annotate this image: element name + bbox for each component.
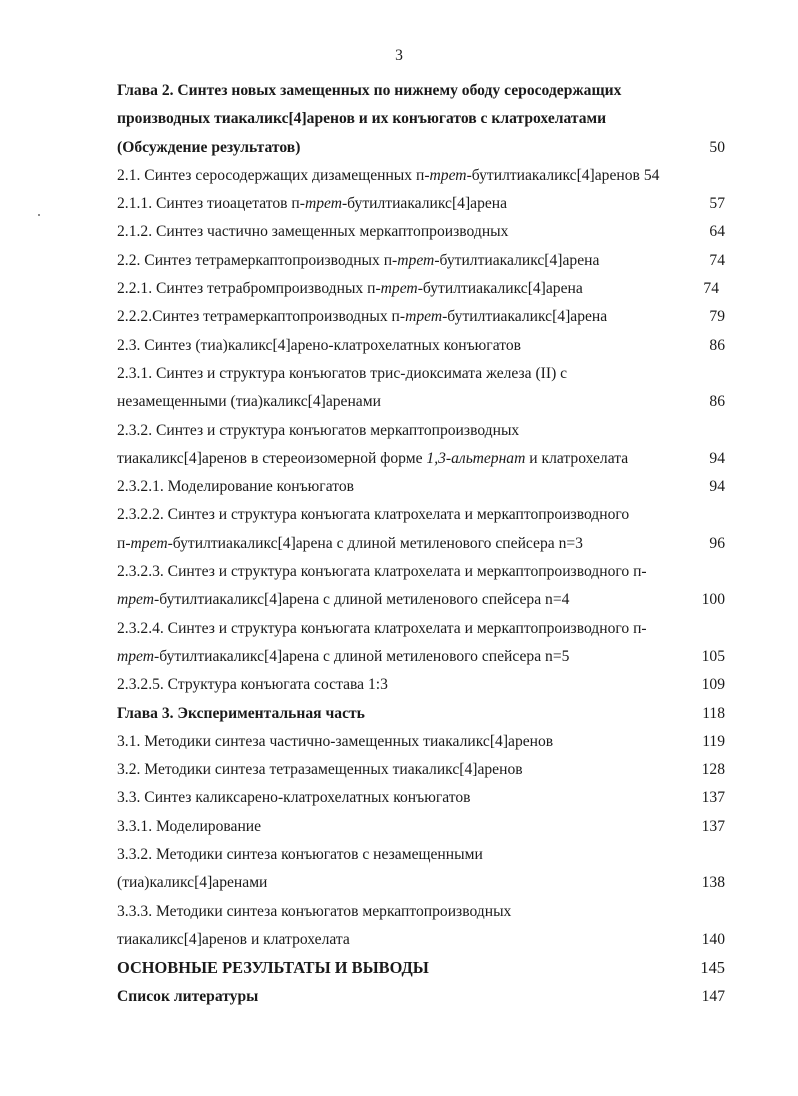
toc-chapter-2-line-2: производных тиакаликс[4]аренов и их конъюгатов с клатрохелатами	[117, 110, 607, 128]
toc-page-number: 86	[709, 393, 725, 411]
toc-entry-2-2-1: 2.2.1. Синтез тетрабромпроизводных п-трет-бутилтиакаликс[4]арена 74	[117, 275, 727, 303]
toc-entry-3-3-3-line-1: 3.3.3. Методики синтеза конъюгатов меркаптопроизводных	[117, 902, 512, 920]
toc-page-number: 137	[701, 817, 725, 835]
toc-entry-3-3-1: 3.3.1. Моделирование 137	[117, 813, 727, 841]
toc-entry-3-2: 3.2. Методики синтеза тетразамещенных тиакаликс[4]аренов 128	[117, 756, 727, 784]
toc-entry-2-3-2-2-line-1: 2.3.2.2. Синтез и структура конъюгата клатрохелата и меркаптопроизводного	[117, 506, 630, 524]
toc-entry-2-3-2-4-line-1: 2.3.2.4. Синтез и структура конъюгата клатрохелата и меркаптопроизводного п-	[117, 619, 647, 637]
page-number: 3	[395, 47, 403, 64]
toc-page-number: 118	[702, 704, 725, 722]
toc-page-number: 57	[709, 195, 725, 213]
toc-page-number: 137	[701, 789, 725, 807]
toc-page-number: 74	[703, 280, 719, 298]
toc-entry-2-3-2-5: 2.3.2.5. Структура конъюгата состава 1:3 109	[117, 671, 727, 699]
table-of-contents	[117, 77, 727, 1011]
toc-page-number: 96	[709, 534, 725, 552]
toc-page-number: 54	[643, 166, 660, 184]
toc-page-number: 128	[701, 761, 725, 779]
toc-entry-2-2: 2.2. Синтез тетрамеркаптопроизводных п-трет-бутилтиакаликс[4]арена 74	[117, 247, 727, 275]
toc-page-number: 64	[709, 223, 725, 241]
toc-page-number: 147	[701, 987, 725, 1005]
toc-page-number: 119	[702, 732, 725, 750]
toc-chapter-2-line-1: Глава 2. Синтез новых замещенных по нижнему ободу серосодержащих	[117, 82, 622, 99]
toc-entry-2-1-1: 2.1.1. Синтез тиоацетатов п-трет-бутилтиакаликс[4]арена 57	[117, 190, 727, 218]
toc-entry-3-3-3-line-2: тиакаликс[4]аренов и клатрохелата 140	[117, 926, 727, 954]
scan-speck	[38, 214, 40, 216]
toc-entry-2-3-1-line-1: 2.3.1. Синтез и структура конъюгатов трис-диоксимата железа (II) с	[117, 364, 568, 382]
toc-entry-3-3: 3.3. Синтез каликсарено-клатрохелатных конъюгатов 137	[117, 784, 727, 812]
toc-entry-2-2-2: 2.2.2.Синтез тетрамеркаптопроизводных п-трет-бутилтиакаликс[4]арена 79	[117, 303, 727, 331]
toc-entry-2-1-2: 2.1.2. Синтез частично замещенных меркаптопроизводных 64	[117, 218, 727, 246]
toc-page-number: 86	[709, 336, 725, 354]
toc-entry-3-1: 3.1. Методики синтеза частично-замещенных тиакаликс[4]аренов 119	[117, 728, 727, 756]
toc-entry-2-3-2-line-1: 2.3.2. Синтез и структура конъюгатов меркаптопроизводных	[117, 421, 520, 439]
toc-page-number: 100	[701, 591, 725, 609]
toc-page-number: 145	[700, 958, 725, 978]
toc-entry-3-3-2-line-1: 3.3.2. Методики синтеза конъюгатов с незамещенными	[117, 846, 483, 864]
toc-entry-3-3-2-line-2: (тиа)каликс[4]аренами 138	[117, 869, 727, 897]
toc-entry-2-3-2-line-2: тиакаликс[4]аренов в стереоизомерной форме 1,3-альтернат и клатрохелата 94	[117, 445, 727, 473]
toc-page-number: 79	[709, 308, 725, 326]
toc-page-number: 50	[709, 138, 725, 156]
toc-entry-2-3-2-4-line-2: трет-бутилтиакаликс[4]арена с длиной метиленового спейсера n=5 105	[117, 643, 727, 671]
toc-page-number: 74	[709, 251, 725, 269]
toc-chapter-3: Глава 3. Экспериментальная часть 118	[117, 700, 727, 728]
toc-entry-2-3-2-3-line-1: 2.3.2.3. Синтез и структура конъюгата клатрохелата и меркаптопроизводного п-	[117, 563, 647, 581]
toc-references: Список литературы 147	[117, 983, 727, 1011]
toc-entry-2-3-2-2-line-2: п-трет-бутилтиакаликс[4]арена с длиной метиленового спейсера n=3 96	[117, 530, 727, 558]
toc-page-number: 94	[709, 449, 725, 467]
toc-entry-2-1: 2.1. Синтез серосодержащих дизамещенных п-трет-бутилтиакаликс[4]аренов 54	[117, 166, 660, 184]
toc-page-number: 140	[701, 930, 725, 948]
toc-page-number: 105	[701, 647, 725, 665]
toc-entry-2-3-2-1: 2.3.2.1. Моделирование конъюгатов 94	[117, 473, 727, 501]
toc-entry-2-3: 2.3. Синтез (тиа)каликс[4]арено-клатрохелатных конъюгатов 86	[117, 332, 727, 360]
toc-chapter-2-line-3: (Обсуждение результатов) 50	[117, 134, 727, 162]
toc-page-number: 109	[701, 676, 725, 694]
toc-results: ОСНОВНЫЕ РЕЗУЛЬТАТЫ И ВЫВОДЫ 145	[117, 954, 727, 982]
toc-page-number: 94	[709, 478, 725, 496]
toc-page-number: 138	[701, 874, 725, 892]
toc-entry-2-3-2-3-line-2: трет-бутилтиакаликс[4]арена с длиной метиленового спейсера n=4 100	[117, 586, 727, 614]
toc-entry-2-3-1-line-2: незамещенными (тиа)каликс[4]аренами 86	[117, 388, 727, 416]
